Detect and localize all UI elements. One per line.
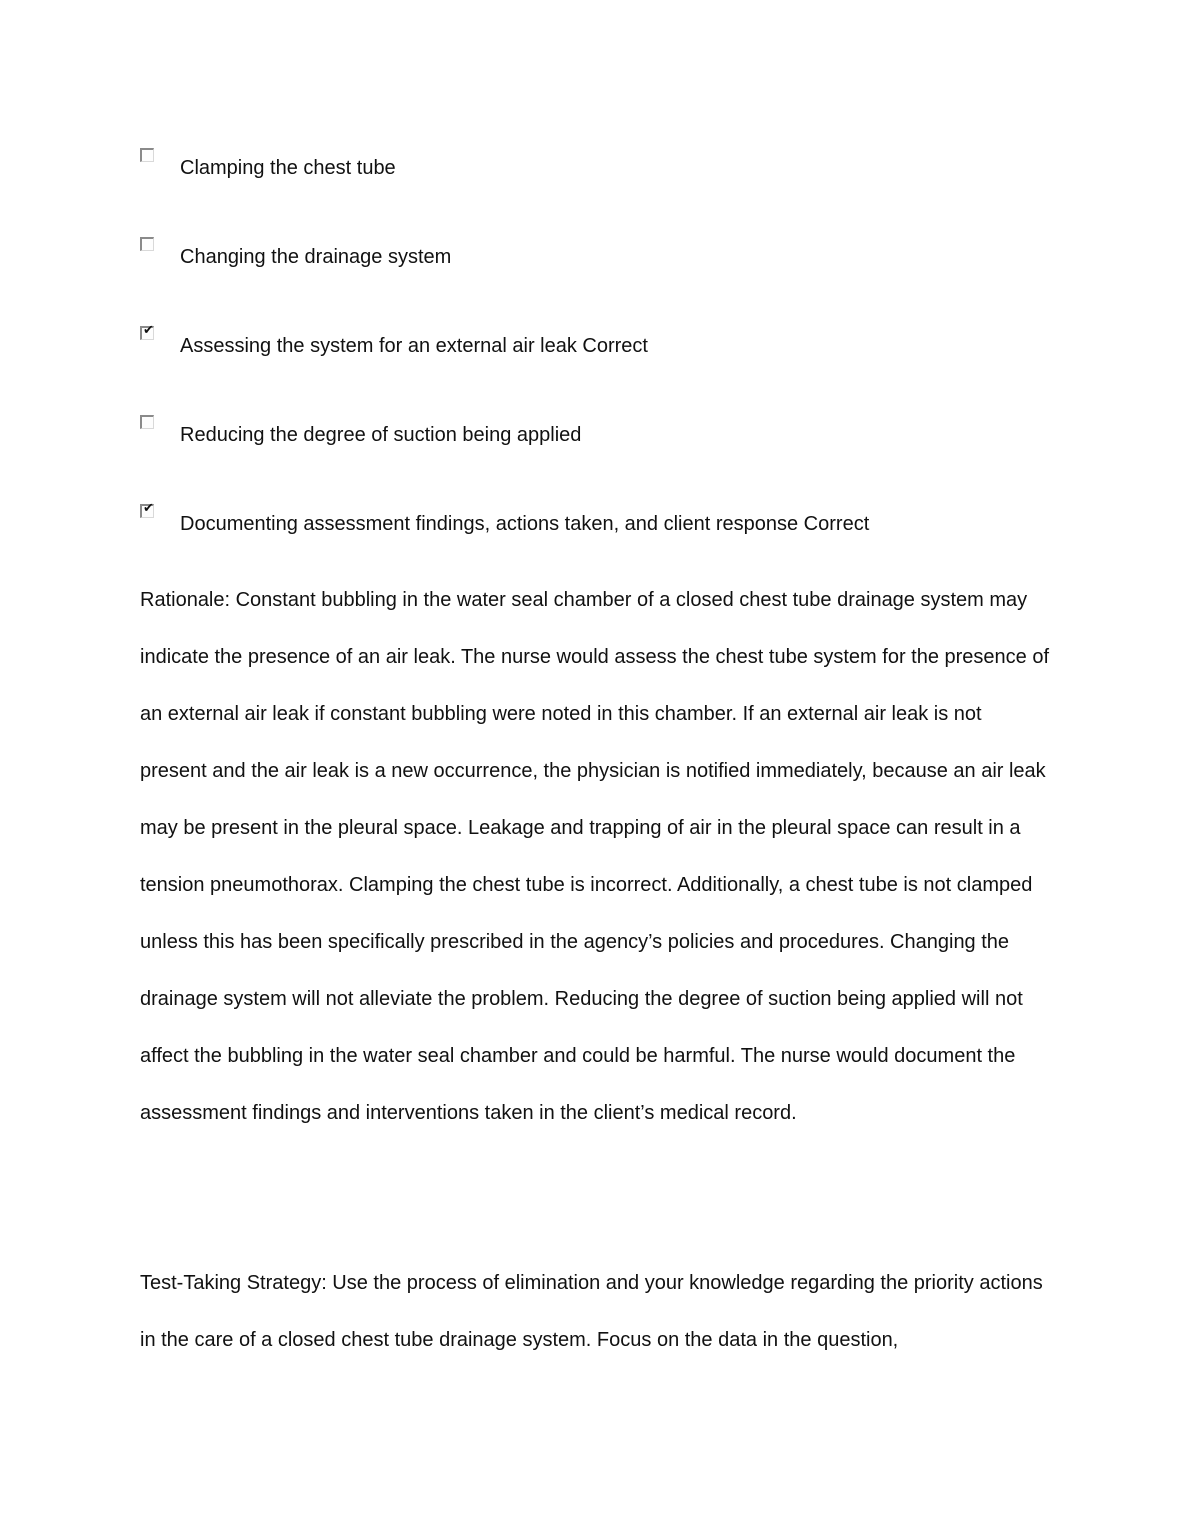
option-assessing-air-leak[interactable] xyxy=(140,323,1100,366)
option-documenting[interactable] xyxy=(140,501,1100,544)
option-label: Changing the drainage system xyxy=(180,246,452,268)
option-changing-drainage[interactable] xyxy=(140,237,1100,277)
option-reducing-suction[interactable] xyxy=(140,415,1100,455)
checkmark-icon: ✔ xyxy=(143,323,154,338)
checkbox-unchecked[interactable] xyxy=(140,237,154,251)
strategy-paragraph: Test-Taking Strategy: Use the process of elimination and your knowledge regarding the priority actions in the care of a closed chest tube drainage system. Focus on the data in the question, xyxy=(140,1272,1043,1351)
checkbox-checked[interactable] xyxy=(140,323,154,340)
option-label: Reducing the degree of suction being applied xyxy=(180,424,582,446)
checkbox-unchecked[interactable] xyxy=(140,415,154,429)
option-label: Assessing the system for an external air leak Correct xyxy=(180,335,648,357)
checkbox-checked[interactable] xyxy=(140,501,154,518)
option-clamping[interactable] xyxy=(140,148,1100,188)
option-label: Clamping the chest tube xyxy=(180,157,396,179)
checkmark-icon: ✔ xyxy=(143,501,154,516)
checkbox-unchecked[interactable] xyxy=(140,148,154,162)
rationale-paragraph: Rationale: Constant bubbling in the water seal chamber of a closed chest tube drainage system may indicate the presence of an air leak. The nurse would assess the chest tube system for the presence of an external air leak if constant bubbling were noted in this chamber. If an external air leak is not present and the air leak is a new occurrence, the physician is notified immediately, because an air leak may be present in the pleural space. Leakage and trapping of air in the pleural space can result in a tension pneumothorax. Clamping the chest tube is incorrect. Additionally, a chest tube is not clamped unless this has been specifically prescribed in the agency’s policies and procedures. Changing the drainage system will not alleviate the problem. Reducing the degree of suction being applied will not affect the bubbling in the water seal chamber and could be harmful. The nurse would document the assessment findings and interventions taken in the client’s medical record. xyxy=(140,589,1050,1124)
option-label: Documenting assessment findings, actions taken, and client response Correct xyxy=(180,513,870,535)
